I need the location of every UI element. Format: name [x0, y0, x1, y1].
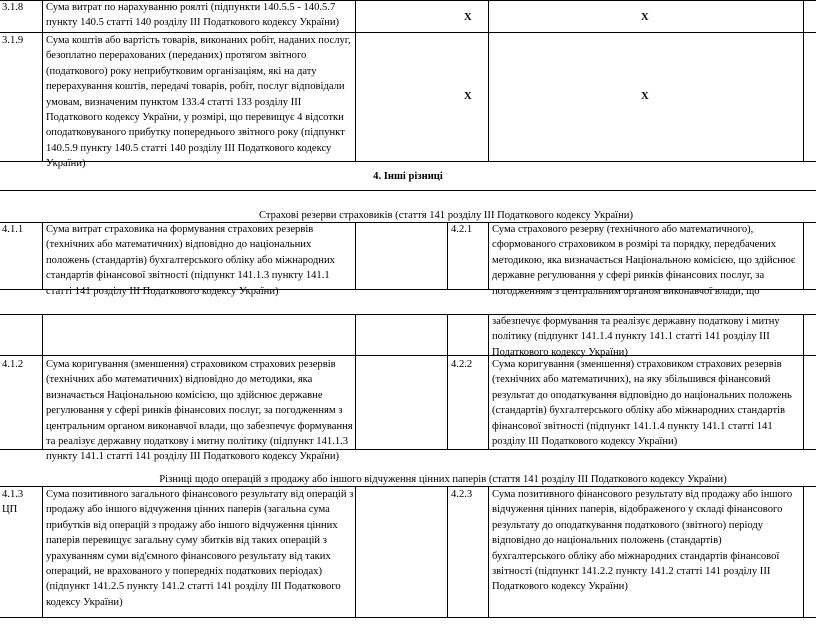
x-mark: X	[464, 12, 472, 23]
section-title: 4. Інші різниці	[373, 171, 443, 182]
rule	[0, 617, 816, 618]
row-text: Сума коштів або вартість товарів, виконаних робіт, наданих послуг, безоплатно перерахованих (переданих) протягом звітного (податкового) року неприбутковим організаціям, які на дату перерахування коштів, передачі товарів, робіт, послуг відповідали умовам, визначеним пунктом 133.4 статті 133 розділу ІІІ Податкового кодексу України, у розмірі, що перевищує 4 відсотки оподатковуваного прибутку попереднього звітного року (підпункт 140.5.9 пункту 140.5 статті 140 розділу ІІІ Податкового кодексу України)	[46, 35, 351, 170]
row-text: Сума витрат по нарахуванню роялті (підпункти 140.5.5 - 140.5.7 пункту 140.5 статті 140 розділу ІІІ Податкового кодексу України)	[46, 2, 340, 29]
row-number: 3.1.8	[2, 2, 24, 13]
rule	[488, 222, 489, 289]
rule	[42, 222, 43, 289]
rule	[803, 314, 804, 449]
row-number: 3.1.9	[2, 35, 24, 46]
rule	[355, 222, 356, 289]
row-text: Сума позитивного фінансового результату від продажу або іншого відчуження цінних паперів, відображеного у складі фінансового результату до оподаткування податкового (звітного) періоду відповідно до національних положень (стандартів) бухгалтерського обліку або міжнародних стандартів фінансової звітності (підпункт 141.2.2 пункту 141.2 статті 141 розділу ІІІ Податкового кодексу України)	[492, 489, 793, 593]
subsection-heading: Страхові резерви страховиків (стаття 141 розділу ІІІ Податкового кодексу України)	[259, 210, 633, 221]
rule	[488, 0, 489, 161]
rule	[355, 314, 356, 449]
row-text: Сума витрат страховика на формування страхових резервів (технічних або математичних) відповідно до національних положень (стандартів) бухгалтерського обліку або міжнародних стандартів фінансової звітності (підпункт 141.1.3 пункту 141.1 статті 141 розділу ІІІ Податкового кодексу України)	[46, 224, 335, 297]
row-number: 4.2.2	[451, 359, 473, 370]
rule	[447, 486, 448, 617]
rule	[42, 486, 43, 617]
row-number: 4.2.1	[451, 224, 473, 235]
row-number: 4.2.3	[451, 489, 473, 500]
rule	[355, 486, 356, 617]
x-mark: X	[641, 91, 649, 102]
rule	[803, 222, 804, 289]
rule	[42, 314, 43, 449]
x-mark: X	[641, 12, 649, 23]
row-number: 4.1.1	[2, 224, 24, 235]
row-text: Сума позитивного загального фінансового результату від операцій з продажу або іншого відчуження цінних паперів (загальна сума прибутків від операцій з продажу або іншого відчуження цінних паперів перевищує загальну суму збитків від таких операцій з урахуванням суми від'ємного фінансового результату від таких операций, не врахованого у попередніх податкових періодах) (підпункт 141.2.5 пункту 141.2 статті 141 розділу ІІІ Податкового кодексу України)	[46, 489, 354, 608]
row-text: Сума коригування (зменшення) страховиком страхових резервів (технічних або математичних), на яку збільшився фінансовий результат до оподаткування відповідно до національних положень (стандартів) бухгалтерського обліку або міжнародних стандартів фінансової звітності (підпункт 141.1.4 пункту 141.1 статті 141 розділу ІІІ Податкового кодексу України)	[492, 359, 792, 448]
rule	[488, 486, 489, 617]
row-number: 4.1.2	[2, 359, 24, 370]
rule	[355, 0, 356, 161]
row-number: 4.1.3 ЦП	[2, 489, 24, 516]
rule	[803, 486, 804, 617]
row-text: Сума коригування (зменшення) страховиком страхових резервів (технічних або математичних) відповідно до методики, яка визначається Національною комісією, що здійснює державне регулювання у сфері ринків фінансових послуг, за погодженням з центральним органом виконавчої влади, що забезпечує формування та реалізує державну податкову і митну політику (підпункт 141.1.3 пункту 141.1 статті 141 розділу ІІІ Податкового кодексу України)	[46, 359, 353, 463]
subsection-heading: Різниці щодо операцій з продажу або іншого відчуження цінних паперів (стаття 141 розділу ІІІ Податкового кодексу України)	[159, 474, 727, 485]
rule	[42, 0, 43, 161]
row-text: Сума страхового резерву (технічного або математичного), сформованого страховиком в розмірі та порядку, передбачених методикою, яка визначається Національною комісією, що здійснює державне регулювання у сфері ринків фінансових послуг, за погодженням з центральним органом виконавчої влади, що	[492, 224, 796, 297]
rule	[447, 222, 448, 289]
rule	[488, 314, 489, 449]
rule	[447, 314, 448, 449]
x-mark: X	[464, 91, 472, 102]
rule	[803, 0, 804, 161]
row-text: забезпечує формування та реалізує державну податкову і митну політику (підпункт 141.1.4 пункту 141.1 статті 141 розділу ІІІ Податкового кодексу України)	[492, 316, 780, 358]
rule	[0, 190, 816, 191]
